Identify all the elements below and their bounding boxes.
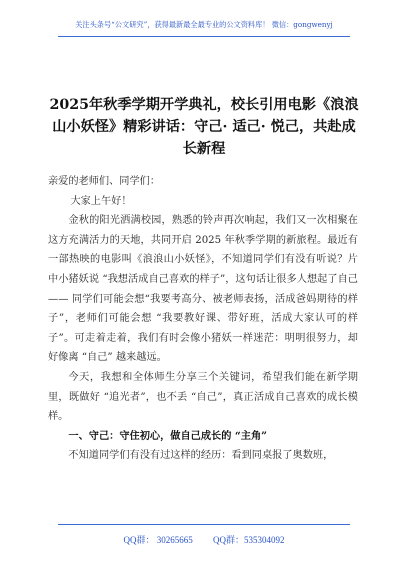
footer-qq-group-2: QQ群：535304092 (213, 535, 285, 545)
body-paragraph: 今天，我想和全体师生分享三个关键词，希望我们能在新学期里，既做好 “追光者”，也不丢 “自己”，真正活成自己喜欢的成长模样。 (48, 371, 358, 423)
page-footer (0, 533, 408, 546)
body-paragraph: 金秋的阳光洒满校园，熟悉的铃声再次响起，我们又一次相聚在这方充满活力的天地，共同开启 2025 年秋季学期的新旅程。最近有一部热映的电影叫《浪浪山小妖怪》，不知道同学们有没有听说？片中小猪妖说 “我想活成自己喜欢的样子”，这句话让很多人想起了自己 —— 同学们可能会想“我要考高分、被老师表扬，活成爸妈期待的样子”，老师们可能会想 “我要教好课、带好班，活成大家认可的样子”。可走着走着，我们有时会像小猪妖一样迷茫：明明很努力，却好像离 “自己” 越来越远。 (48, 215, 358, 364)
document-title: 2025年秋季学期开学典礼，校长引用电影《浪浪山小妖怪》精彩讲话：守己· 适己· 悦己，共赴成长新程 (49, 97, 359, 157)
footer-qq-group-1: QQ群： 30265665 (123, 535, 193, 545)
header-divider (58, 36, 350, 37)
document-body (48, 172, 358, 466)
salutation: 亲爱的老师们、同学们： (48, 176, 161, 187)
page-header: 关注头条号“公文研究”，获得最新最全最专业的公文资料库！ 微信：gongwenyj (75, 20, 333, 29)
greeting: 大家上午好！ (70, 195, 132, 207)
section-heading: 一、守己：守住初心，做自己成长的 “主角” (68, 429, 268, 442)
footer-divider (58, 524, 350, 525)
body-paragraph: 不知道同学们有没有过这样的经历：看到同桌报了奥数班， (68, 450, 334, 462)
